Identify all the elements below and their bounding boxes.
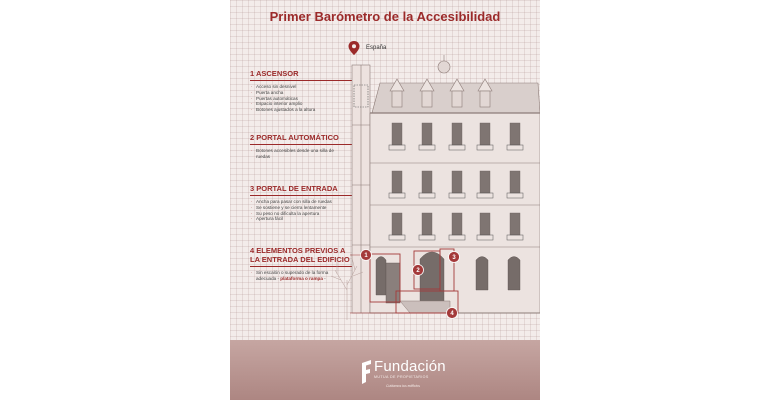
list-item: · Se sostiene y se cierra lentamente [256, 205, 362, 211]
section-portal-entrada [250, 184, 362, 222]
list-item: · Puertas automáticas [256, 96, 362, 102]
list-item: · Puerta ancha [256, 90, 362, 96]
page-title: Primer Barómetro de la Accesibilidad [269, 9, 501, 24]
bullet-list [250, 199, 362, 222]
section-divider [250, 80, 362, 81]
footer-logo [360, 356, 480, 396]
section-heading: 4 ELEMENTOS PREVIOS A [250, 246, 346, 255]
list-item: · Su peso no dificulta la apertura [256, 211, 362, 217]
section-portal-automatico [250, 133, 362, 160]
infographic-poster [230, 0, 540, 400]
marker-4-label: 4 [450, 311, 454, 318]
list-item: · Apertura fácil [256, 216, 362, 222]
section-heading-line-2: LA ENTRADA DEL EDIFICIO [250, 255, 350, 264]
brand-subtitle: MUTUA DE PROPIETARIOS [374, 375, 429, 379]
bullet-list [250, 84, 362, 113]
bullet-list [250, 148, 362, 160]
list-item: · Botones ajustados a la altura [256, 107, 362, 113]
section-heading: 3 PORTAL DE ENTRADA [250, 184, 338, 193]
section-heading: 2 PORTAL AUTOMÁTICO [250, 133, 339, 142]
location-label: España [366, 45, 387, 51]
marker-2-label: 2 [416, 268, 420, 275]
building-facade-illustration [350, 55, 540, 325]
item-emphasis: plataforma o rampa [280, 275, 323, 281]
list-item: · Espacio interior amplio [256, 101, 362, 107]
list-item: · Botones accesibles desde una silla de ruedas [256, 148, 336, 160]
item-suffix: - [322, 275, 326, 281]
map-pin-icon [348, 41, 360, 55]
fundacion-logo-icon [360, 360, 372, 384]
location [348, 41, 386, 55]
brand-name: Fundación [374, 358, 446, 375]
marker-1-label: 1 [364, 253, 368, 260]
section-divider [250, 195, 362, 196]
list-item: · Acceso sin desnivel [256, 84, 362, 90]
section-ascensor [250, 69, 362, 113]
brand-tagline: Cuidamos tus edificios [386, 384, 420, 388]
section-heading: 1 ASCENSOR [250, 69, 299, 78]
marker-3-label: 3 [452, 255, 456, 262]
tree-sketch-illustration [322, 240, 365, 320]
section-divider [250, 144, 362, 145]
list-item: · Ancha para pasar con silla de ruedas [256, 199, 341, 205]
item-text: Sin escalón o superado de la forma adecuada - [256, 270, 329, 281]
